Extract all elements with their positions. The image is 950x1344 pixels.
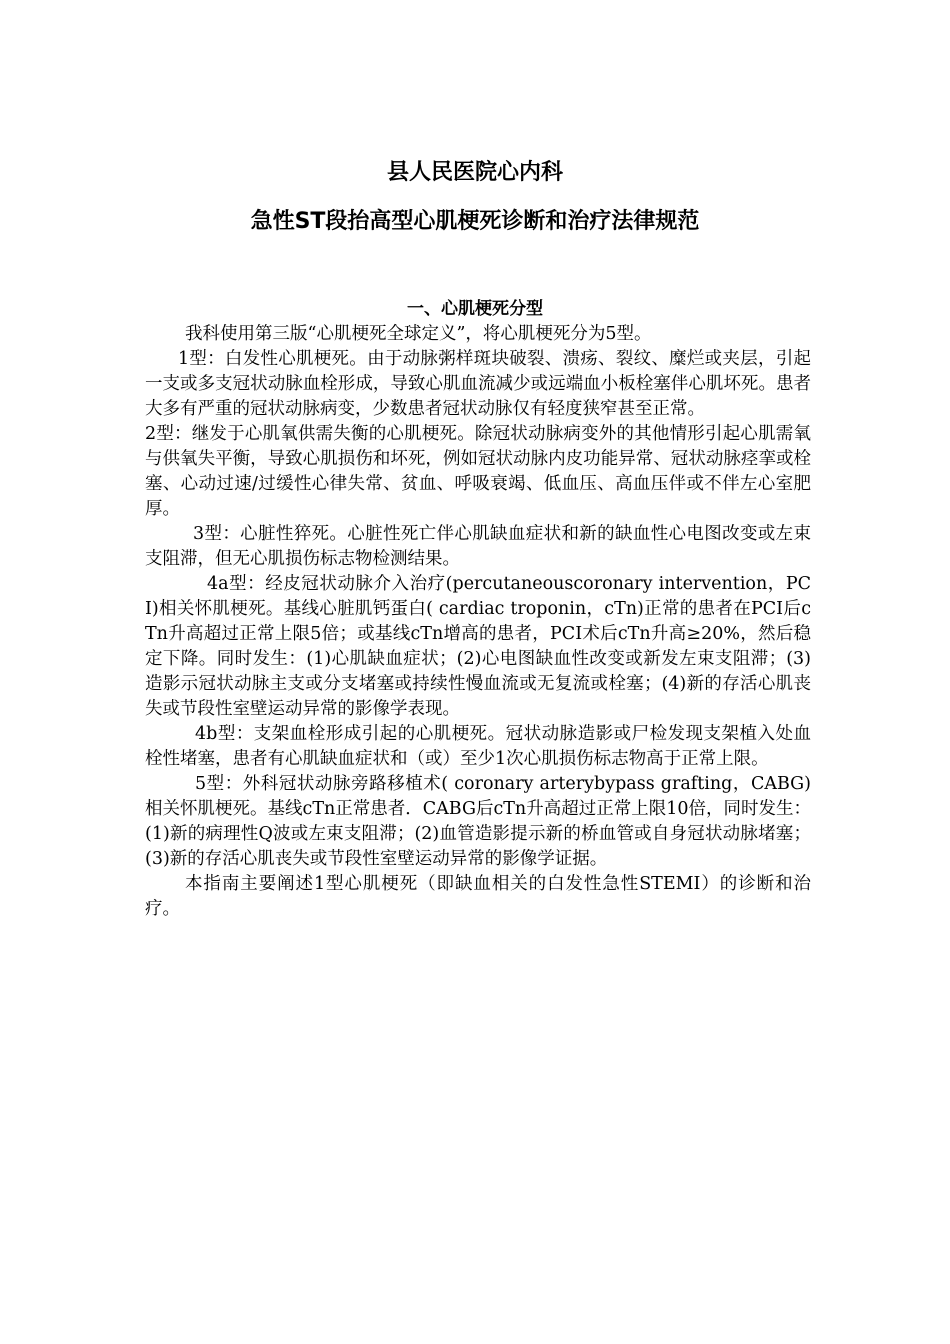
section-heading: 一、心肌梗死分型 — [407, 299, 543, 319]
document-subtitle: 急性ST段抬高型心肌梗死诊断和治疗法律规范 — [250, 209, 700, 234]
paragraph-closing: 本指南主要阐述1型心肌梗死（即缺血相关的白发性急性STEMI）的诊断和治疗。 — [145, 874, 811, 919]
paragraph-type-5: 5型：外科冠状动脉旁路移植术( coronary arterybypass grafting，CABG)相关怀肌梗死。基线cTn正常患者．CABG后cTn升高超过正常上限10倍，同时发生：(1)新的病理性Q波或左束支阻滞；(2)血管造影提示新的桥血管或自身冠状动脉堵塞；(3)新的存活心肌丧失或节段性室壁运动异常的影像学证据。 — [145, 774, 811, 869]
paragraph-type-4b: 4b型：支架血栓形成引起的心肌梗死。冠状动脉造影或尸检发现支架植入处血栓性堵塞，患者有心肌缺血症状和（或）至少1次心肌损伤标志物高于正常上限。 — [145, 724, 811, 769]
paragraph-type-3: 3型：心脏性猝死。心脏性死亡伴心肌缺血症状和新的缺血性心电图改变或左束支阻滞，但无心肌损伤标志物检测结果。 — [145, 524, 811, 569]
paragraph-intro: 我科使用第三版“心肌梗死全球定义”，将心肌梗死分为5型。 — [185, 324, 652, 344]
paragraph-type-4a: 4a型：经皮冠状动脉介入治疗(percutaneouscoronary intervention，PCI)相关怀肌梗死。基线心脏肌钙蛋白( cardiac troponin，cTn)正常的患者在PCI后cTn升高超过正常上限5倍；或基线cTn增高的患者，PCI术后cTn升高≥20%，然后稳定下降。同时发生：(1)心肌缺血症状；(2)心电图缺血性改变或新发左束支阻滞；(3)造影示冠状动脉主支或分支堵塞或持续性慢血流或无复流或栓塞；(4)新的存活心肌丧失或节段性室壁运动异常的影像学表现。 — [145, 574, 811, 719]
paragraph-type-1: 1型：白发性心肌梗死。由于动脉粥样斑块破裂、溃疡、裂纹、糜烂或夹层，引起一支或多支冠状动脉血栓形成，导致心肌血流减少或远端血小板栓塞伴心肌坏死。患者大多有严重的冠状动脉病变，少数患者冠状动脉仅有轻度狭窄甚至正常。 — [145, 349, 811, 419]
paragraph-type-2: 2型：继发于心肌氧供需失衡的心肌梗死。除冠状动脉病变外的其他情形引起心肌需氧与供氧失平衡，导致心肌损伤和坏死，例如冠状动脉内皮功能异常、冠状动脉痉挛或栓塞、心动过速/过缓性心律失常、贫血、呼吸衰竭、低血压、高血压伴或不伴左心室肥厚。 — [145, 424, 811, 519]
document-title: 县人民医院心内科 — [386, 160, 563, 185]
document-body — [145, 322, 811, 922]
